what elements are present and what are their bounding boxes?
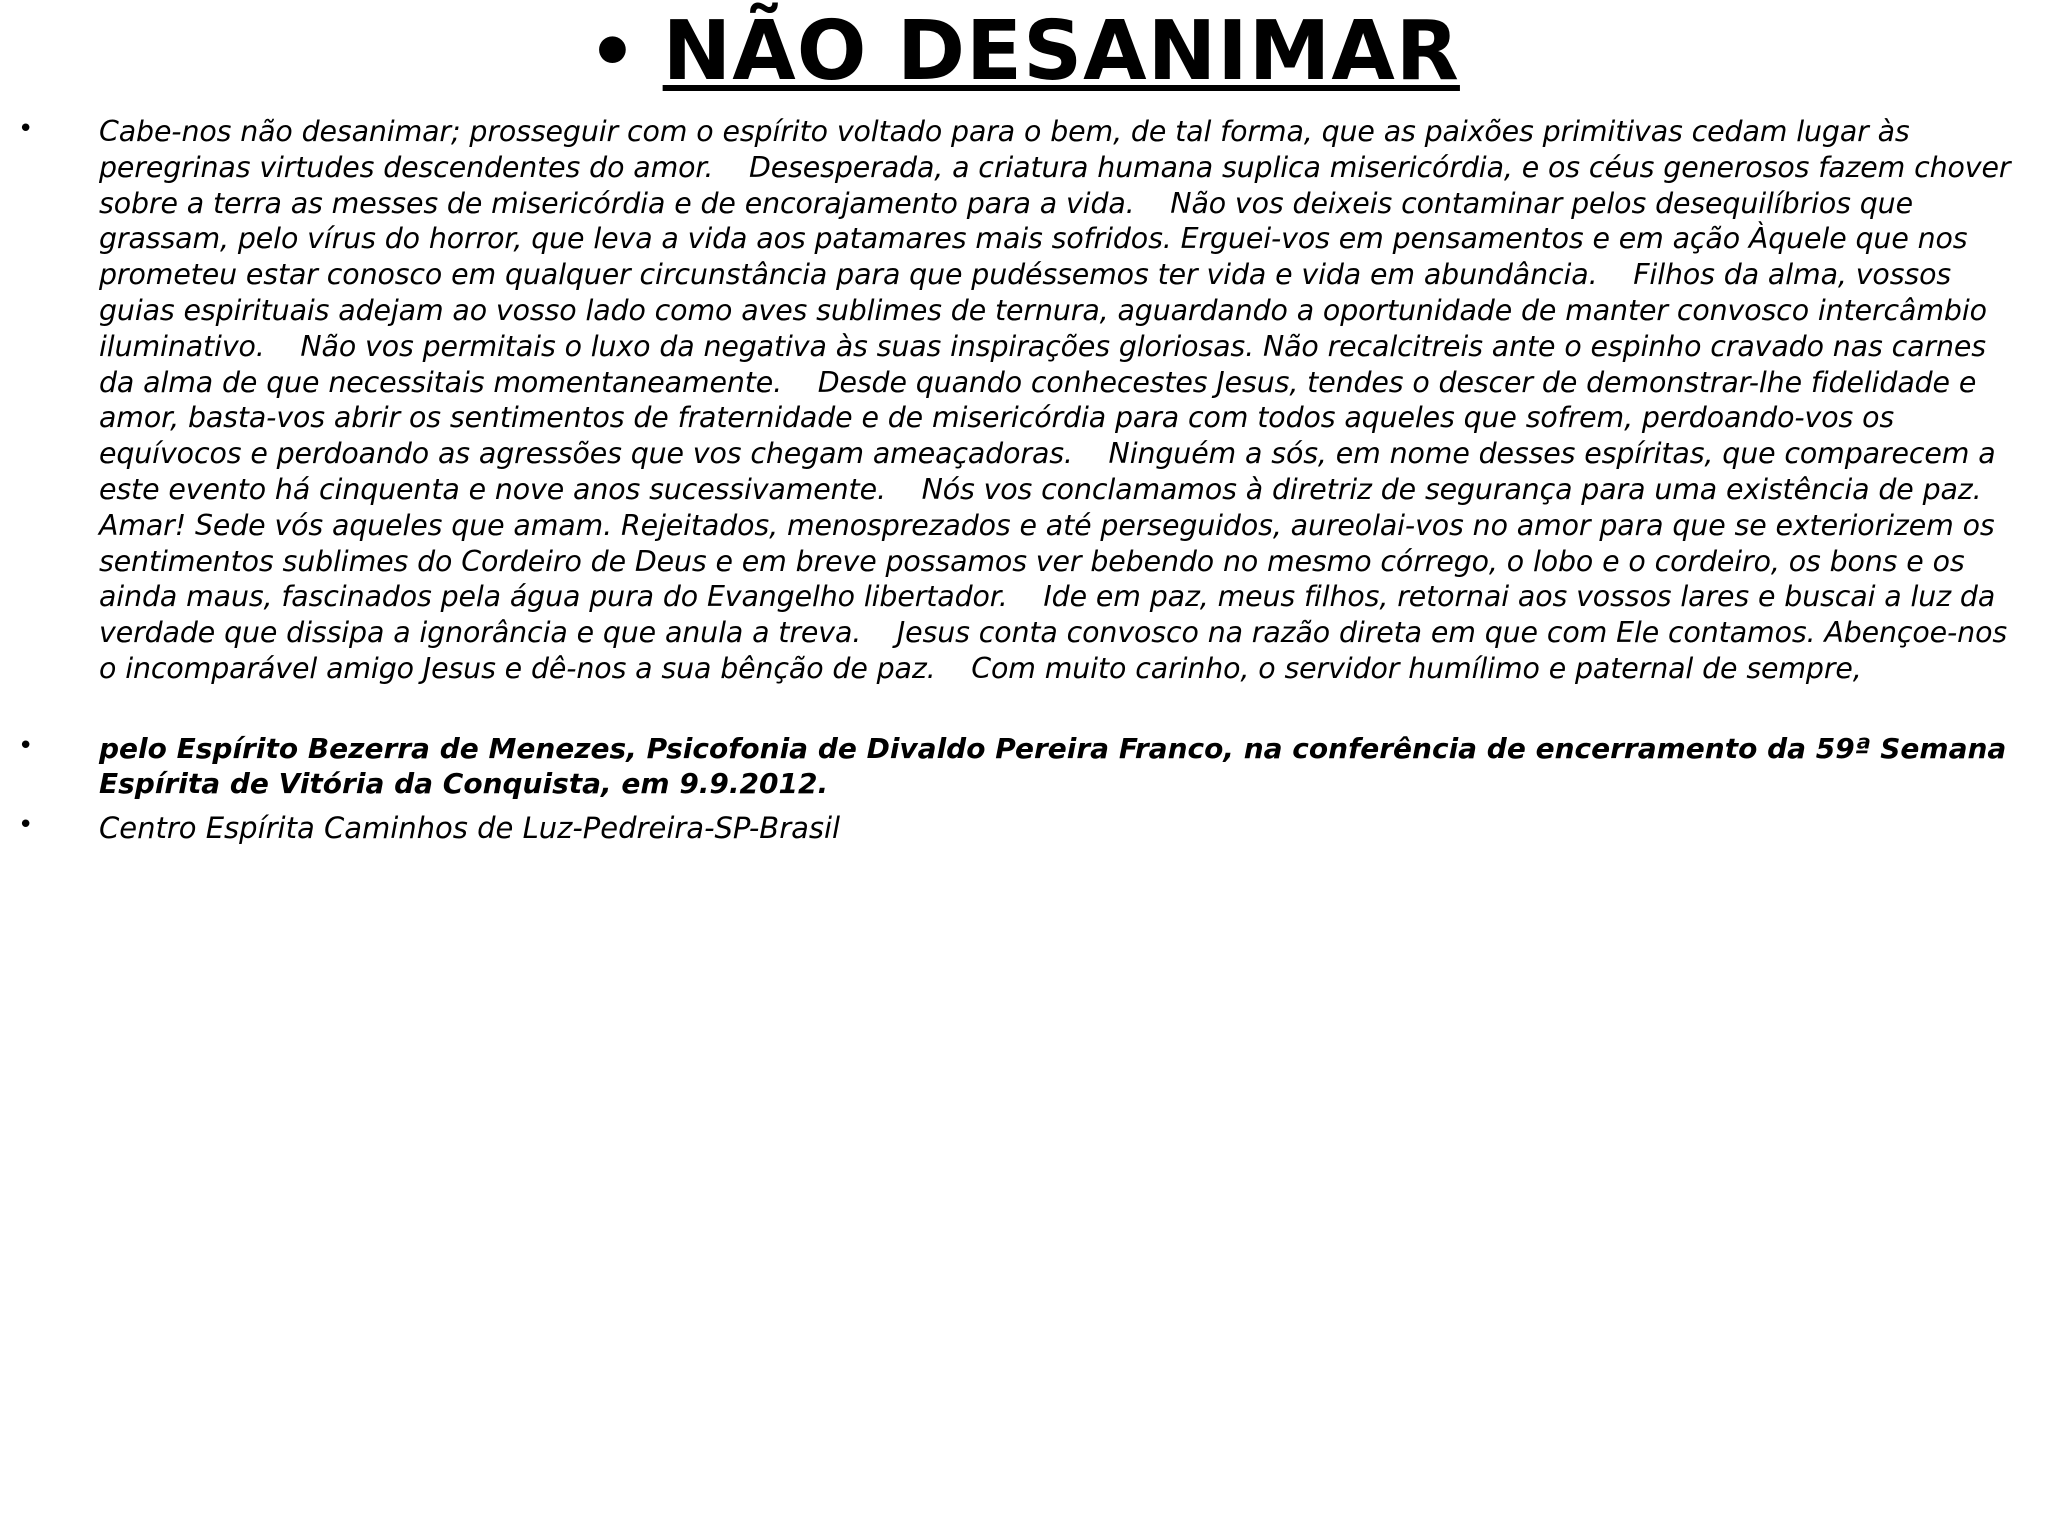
credit-text: pelo Espírito Bezerra de Menezes, Psicofonia de Divaldo Pereira Franco, na conferência de encerramento da 59ª Semana Espírita de Vitória da Conquista, em 9.9.2012. (99, 731, 2007, 801)
bullet-item-source (0, 810, 2048, 846)
bullet-list (0, 114, 2048, 846)
bullet-mark: • (18, 114, 34, 144)
title-bullet: • (588, 7, 637, 96)
bullet-item-credit (0, 731, 2048, 802)
bullet-item-message (0, 114, 2048, 687)
source-text: Centro Espírita Caminhos de Luz-Pedreira-SP-Brasil (99, 810, 841, 845)
bullet-mark: • (18, 809, 34, 840)
spacer (0, 687, 2048, 731)
title-row (0, 2, 2048, 102)
slide-title: NÃO DESANIMAR (662, 4, 1460, 99)
bullet-mark: • (18, 730, 34, 761)
message-text: Cabe-nos não desanimar; prosseguir com o espírito voltado para o bem, de tal forma, que as paixões primitivas cedam lugar às peregrinas virtudes descendentes do amor. Desesperada, a criatura humana suplica misericórdia, e os céus generosos fazem chover sobre a terra as messes de misericórdia e de encorajamento para a vida. Não vos deixeis contaminar pelos desequilíbrios que grassam, pelo vírus do horror, que leva a vida aos patamares mais sofridos. Erguei-vos em pensamentos e em ação Àquele que nos prometeu estar conosco em qualquer circunstância para que pudéssemos ter vida e vida em abundância. Filhos da alma, vossos guias espirituais adejam ao vosso lado como aves sublimes de ternura, aguardando a oportunidade de manter convosco intercâmbio iluminativo. Não vos permitais o luxo da negativa às suas inspirações gloriosas. Não recalcitreis ante o espinho cravado nas carnes da alma de que necessitais momentaneamente. Desde quando conhecestes Jesus, tendes o descer de demonstrar-lhe fidelidade e amor, basta-vos abrir os sentimentos de fraternidade e de misericórdia para com todos aqueles que sofrem, perdoando-vos os equívocos e perdoando as agressões que vos chegam ameaçadoras. Ninguém a sós, em nome desses espíritas, que comparecem a este evento há cinquenta e nove anos sucessivamente. Nós vos conclamamos à diretriz de segurança para uma existência de paz. Amar! Sede vós aqueles que amam. Rejeitados, menosprezados e até perseguidos, aureolai-vos no amor para que se exteriorizem os sentimentos sublimes do Cordeiro de Deus e em breve possamos ver bebendo no mesmo córrego, o lobo e o cordeiro, os bons e os ainda maus, fascinados pela água pura do Evangelho libertador. Ide em paz, meus filhos, retornai aos vossos lares e buscai a luz da verdade que dissipa a ignorância e que anula a treva. Jesus conta convosco na razão direta em que com Ele contamos. Abençoe-nos o incomparável amigo Jesus e dê-nos a sua bênção de paz. Com muito carinho, o servidor humílimo e paternal de sempre, (99, 115, 2020, 685)
